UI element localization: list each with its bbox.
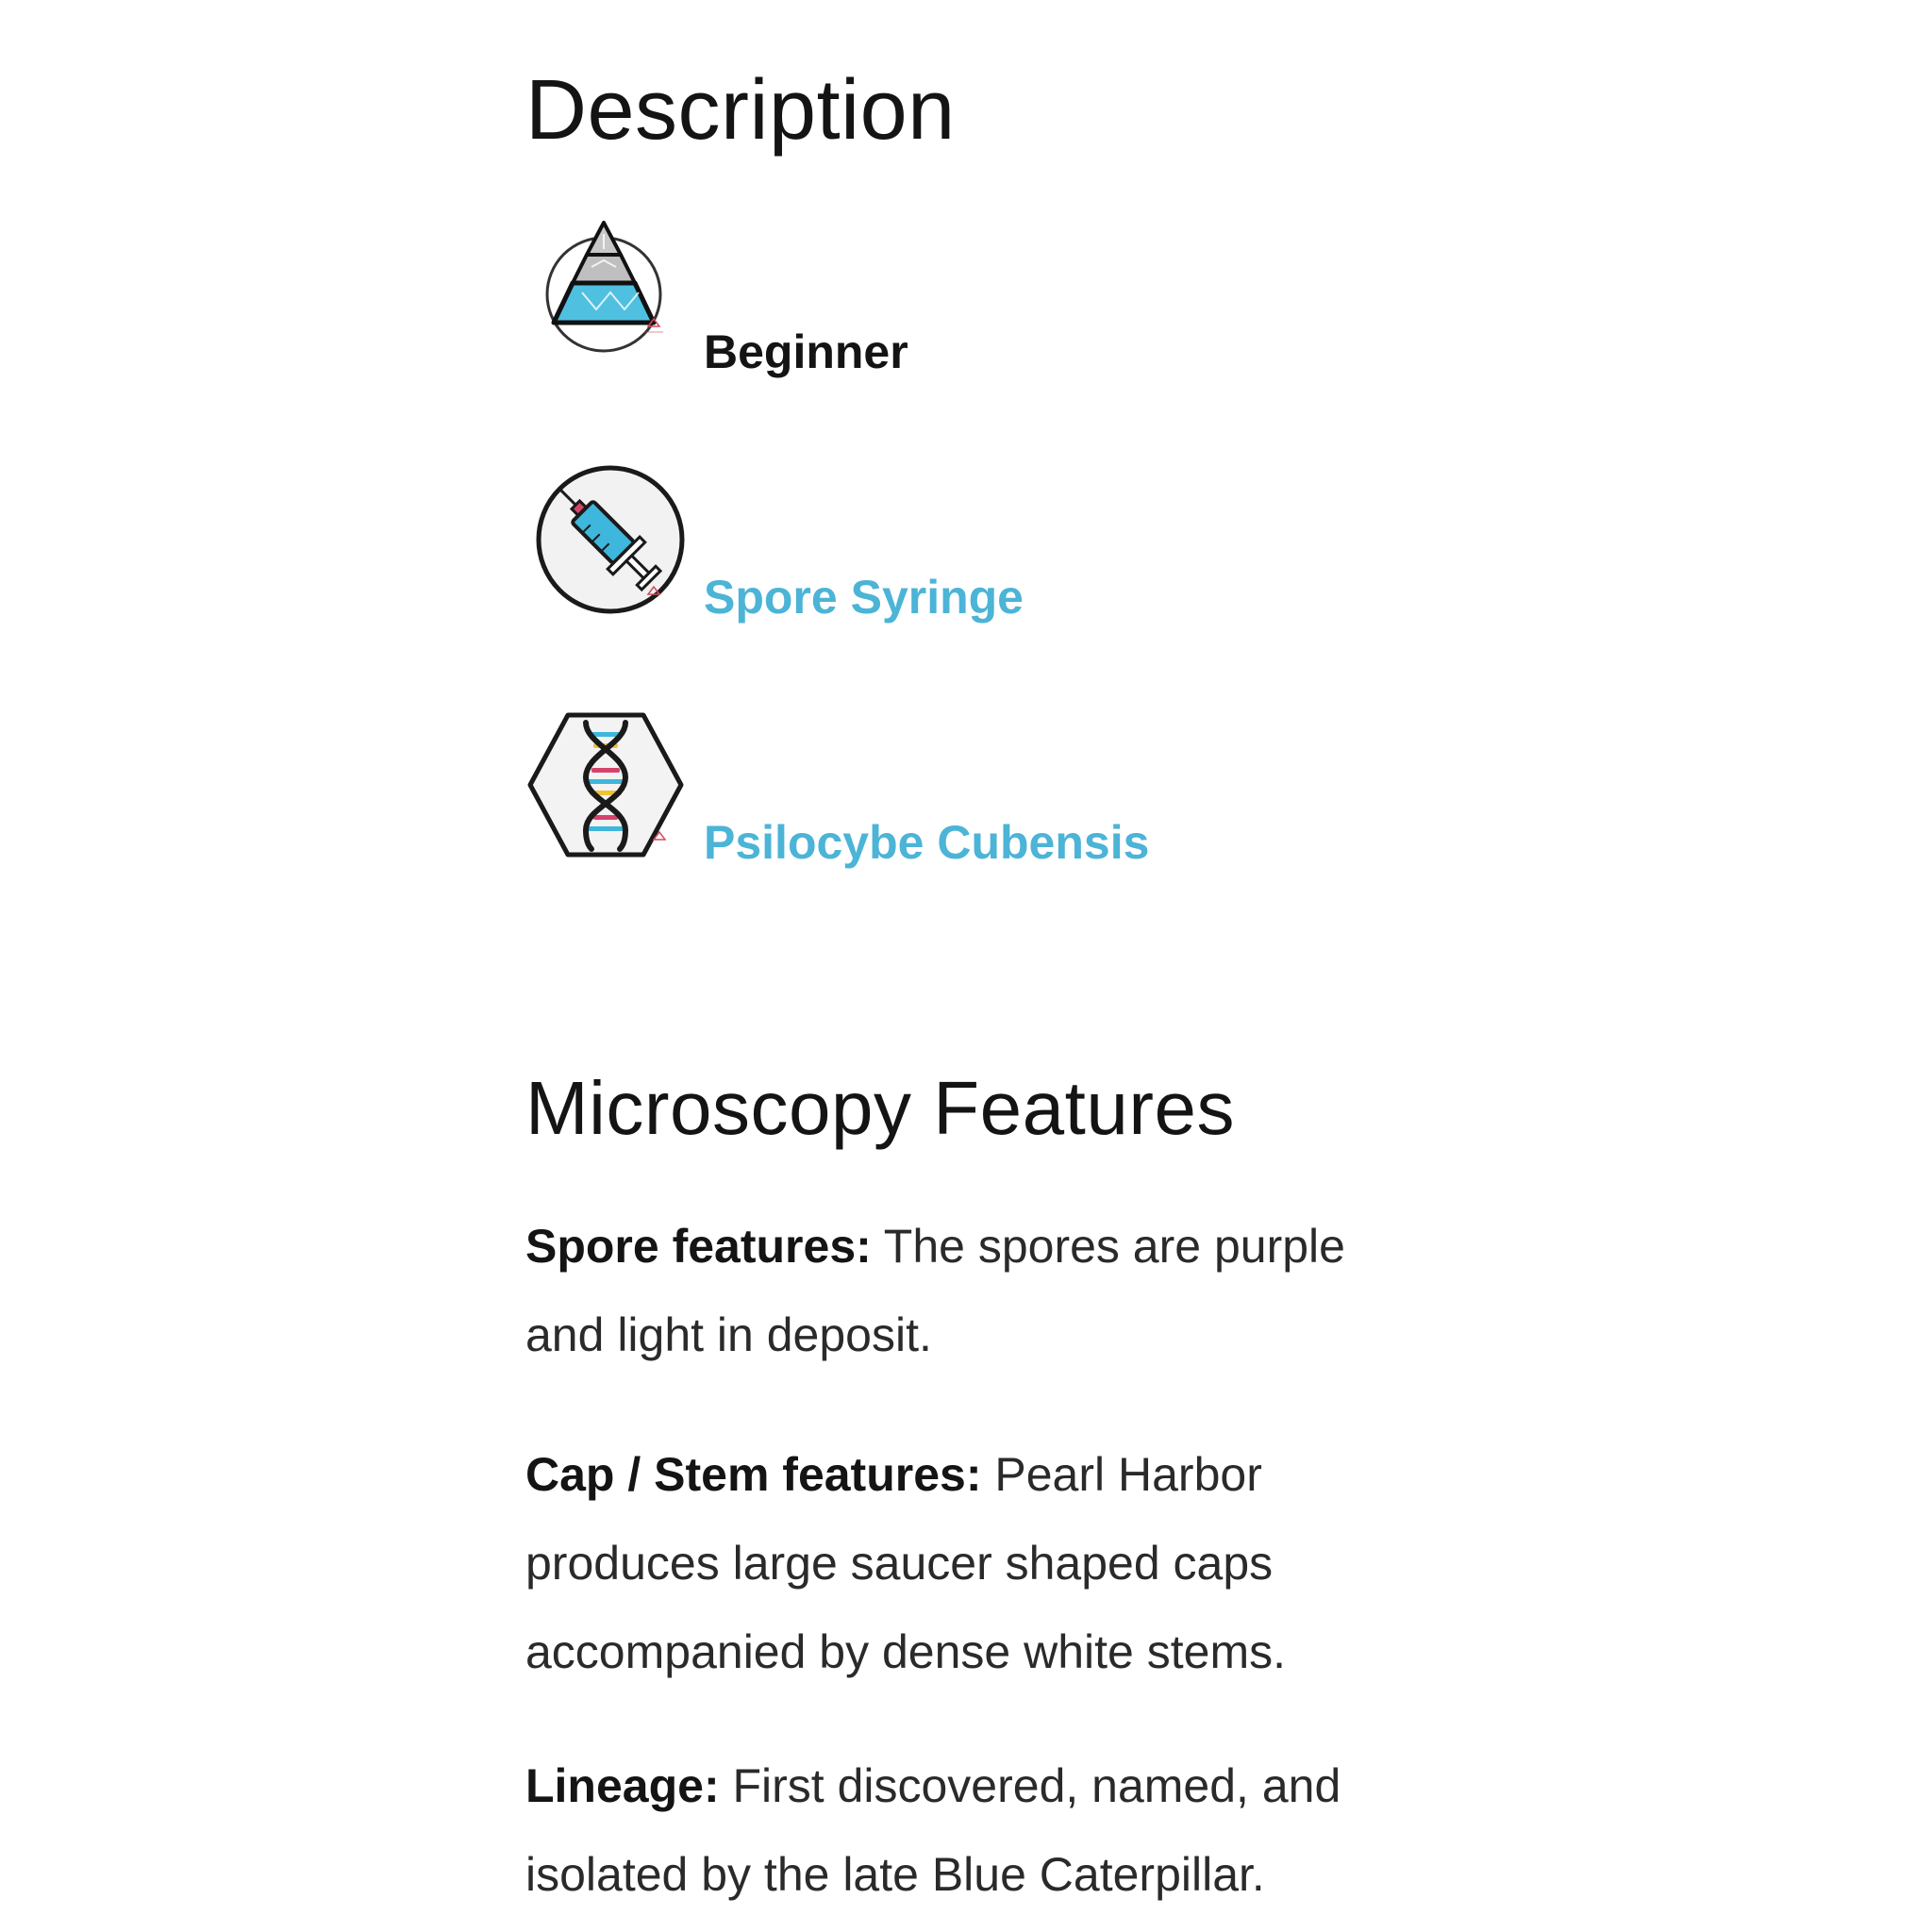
- lineage-text: First discovered, named, and isolated by the late Blue Caterpillar.: [525, 1759, 1341, 1901]
- lineage-paragraph: [525, 1741, 1412, 1919]
- attribute-format[interactable]: [525, 460, 1374, 624]
- difficulty-label: Beginner: [704, 325, 908, 378]
- spore-features-paragraph: [525, 1202, 1412, 1379]
- attribute-difficulty: [525, 215, 1374, 378]
- spore-features-label: Spore features:: [525, 1220, 872, 1273]
- attribute-species[interactable]: [525, 706, 1374, 869]
- difficulty-pyramid-icon: [525, 215, 686, 375]
- cap-stem-features-paragraph: [525, 1430, 1412, 1696]
- syringe-icon: [525, 460, 686, 621]
- lineage-label: Lineage:: [525, 1759, 720, 1812]
- spore-features-text: The spores are purple and light in deposit.: [525, 1220, 1345, 1361]
- microscopy-heading: Microscopy Features: [525, 1066, 1235, 1150]
- format-link[interactable]: Spore Syringe: [704, 571, 1024, 624]
- description-heading: Description: [525, 63, 956, 158]
- species-link[interactable]: Psilocybe Cubensis: [704, 816, 1150, 869]
- cap-stem-features-text: Pearl Harbor produces large saucer shaped caps accompanied by dense white stems.: [525, 1448, 1286, 1678]
- cap-stem-features-label: Cap / Stem features:: [525, 1448, 982, 1501]
- dna-icon: [525, 706, 686, 866]
